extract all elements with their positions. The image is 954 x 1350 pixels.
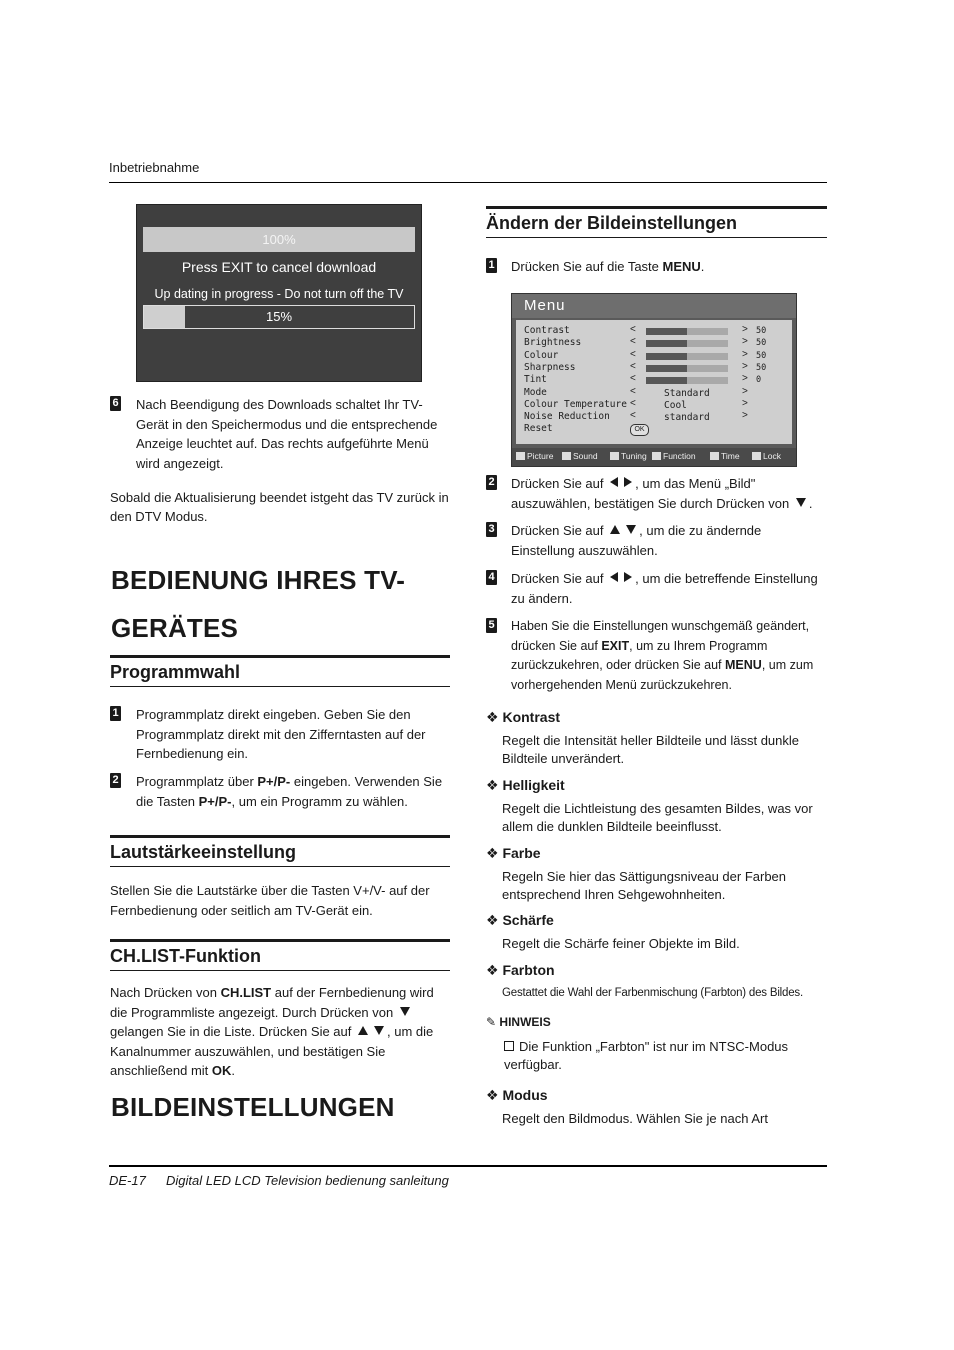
bold-key: P+/P- <box>198 793 232 809</box>
menu-ok-button: OK <box>630 424 649 436</box>
feature-name: Farbton <box>502 962 555 978</box>
step-number-2: 2 <box>110 773 121 788</box>
text-part: eingeben. Verwenden Sie die Tasten <box>136 774 443 809</box>
right-step-2-text <box>511 474 827 513</box>
feature-heading <box>486 962 555 979</box>
menu-row-label: Colour Temperature <box>524 398 627 410</box>
menu-slider <box>646 340 728 347</box>
feature-heading <box>486 912 554 929</box>
menu-slider <box>646 328 728 335</box>
menu-row-label: Brightness <box>524 337 582 349</box>
bold-key: EXIT <box>601 638 630 653</box>
step-number-1: 1 <box>110 706 121 721</box>
heading-lautstaerke-text: Lautstärkeeinstellung <box>110 842 297 862</box>
diamond-bullet-icon: ❖ <box>486 709 503 725</box>
right-step-1-text <box>511 257 704 277</box>
text-part: Nach Drücken von <box>110 985 221 1000</box>
text-part: auf der Fernbedienung wird die Programmliste angezeigt. Durch Drücken von <box>110 985 434 1020</box>
menu-footer-item <box>652 451 696 461</box>
menu-row-label: Contrast <box>524 325 570 336</box>
menu-slider-fill <box>646 353 687 360</box>
left-arrow-icon <box>610 572 618 582</box>
down-arrow-icon <box>626 525 636 534</box>
feature-description: Regelt die Schärfe feiner Objekte im Bild. <box>502 936 740 951</box>
text-part: Programmplatz über <box>136 774 258 789</box>
right-step-5-text <box>511 617 827 695</box>
heading-chlist-text: CH.LIST-Funktion <box>110 946 261 966</box>
heading-lautstaerke <box>110 835 450 867</box>
heading-programmwahl-text: Programmwahl <box>110 662 241 682</box>
programmwahl-step-2-text <box>136 772 452 811</box>
menu-left-arrow: < <box>630 360 636 372</box>
menu-left-arrow: < <box>630 348 636 360</box>
after-update-text: Sobald die Aktualisierung beendet istgeht das TV zurück in den DTV Modus. <box>110 490 449 524</box>
hinweis-label: HINWEIS <box>499 1015 551 1029</box>
lock-icon <box>752 452 761 460</box>
menu-right-arrow: > <box>742 324 748 335</box>
menu-option-value: Cool <box>664 399 687 411</box>
text-part: gelangen Sie in die Liste. Drücken Sie auf <box>110 1024 352 1039</box>
text-part: Drücken Sie auf die Taste <box>511 259 663 274</box>
text-part: , um zum vorhergehenden Menü zurückzukehren. <box>511 658 814 692</box>
menu-left-arrow: < <box>630 324 636 335</box>
text-part: Drücken Sie auf <box>511 523 604 538</box>
menu-row-value: 50 <box>756 338 767 349</box>
menu-right-arrow: > <box>742 385 748 397</box>
menu-footer-item <box>710 451 740 461</box>
update-status-text: Up dating in progress - Do not turn off the TV <box>154 287 404 301</box>
menu-row-label: Tint <box>524 374 547 386</box>
step-number-6: 6 <box>110 396 121 411</box>
footer-page-number: DE-17 <box>109 1173 146 1188</box>
menu-footer-item <box>610 451 647 461</box>
menu-screenshot <box>511 293 797 467</box>
bold-key: MENU <box>662 259 701 274</box>
menu-row-label: Colour <box>524 349 559 361</box>
menu-left-arrow: < <box>630 373 636 385</box>
down-arrow-icon <box>796 498 806 507</box>
menu-slider-fill <box>646 365 687 372</box>
menu-option-value: standard <box>664 412 710 424</box>
note-pencil-icon: ✎ <box>486 1015 497 1029</box>
menu-option-value: Standard <box>664 387 710 399</box>
feature-name: Helligkeit <box>502 777 565 793</box>
title-bedienung: BEDIENUNG IHRES TV-GERÄTES <box>111 565 406 643</box>
checkbox-bullet-icon <box>504 1041 514 1051</box>
menu-footer-label: Lock <box>763 451 781 461</box>
menu-slider <box>646 377 728 384</box>
menu-footer-label: Sound <box>573 451 598 461</box>
feature-description: Regeln Sie hier das Sättigungsniveau der Farben entsprechend Ihren Sehgewohnheiten. <box>502 869 787 902</box>
menu-right-arrow: > <box>742 360 748 372</box>
heading-bildeinstellungen-aendern <box>486 206 827 238</box>
down-arrow-icon <box>374 1026 384 1035</box>
menu-footer-label: Time <box>721 451 740 461</box>
menu-footer-label: Tuning <box>621 451 647 461</box>
feature-modus-heading <box>486 1087 548 1104</box>
menu-row-value: 50 <box>756 326 767 336</box>
text-part: , um zu Ihrem Programm zurückzukehren, oder drücken Sie auf <box>511 638 768 672</box>
text-part: Drücken Sie auf <box>511 476 604 491</box>
menu-slider-fill <box>646 377 687 384</box>
menu-footer <box>512 448 796 466</box>
header-section: Inbetriebnahme <box>109 160 200 175</box>
text-part: Haben Sie die Einstellungen wunschgemäß geändert, drücken Sie auf <box>511 619 810 653</box>
lautstaerke-text: Stellen Sie die Lautstärke über die Tasten V+/V- auf der Fernbedienung oder seitlich am TV-Gerät ein. <box>110 883 430 918</box>
feature-name: Schärfe <box>502 912 554 928</box>
menu-row-label: Mode <box>524 386 547 398</box>
menu-title: Menu <box>512 294 796 318</box>
menu-footer-item <box>562 451 598 461</box>
step-number-1: 1 <box>486 258 497 273</box>
text-part: Drücken Sie auf <box>511 571 604 586</box>
cancel-download-text: Press EXIT to cancel download <box>181 259 377 275</box>
hinweis-body: Die Funktion „Farbton" ist nur im NTSC-Modus verfügbar. <box>504 1039 789 1072</box>
feature-description: Regelt die Lichtleistung des gesamten Bildes, was vor allem die dunklen Bildteile beeinflusst. <box>502 801 813 834</box>
picture-icon <box>516 452 525 460</box>
title-bildeinstellungen: BILDEINSTELLUNGEN <box>111 1092 395 1122</box>
text-part: , um das Menü „Bild" auszuwählen, bestätigen Sie durch Drücken von <box>511 476 790 511</box>
diamond-bullet-icon: ❖ <box>486 845 503 861</box>
bold-key: CH.LIST <box>220 985 272 1000</box>
feature-name: Modus <box>502 1087 548 1103</box>
menu-row-value: 0 <box>756 375 762 386</box>
heading-programmwahl <box>110 655 450 687</box>
footer-title: Digital LED LCD Television bedienung sanleitung <box>166 1173 449 1188</box>
heading-chlist <box>110 939 450 971</box>
text-part: . <box>231 1063 236 1078</box>
update-screen-image <box>136 204 422 382</box>
feature-modus-text: Regelt den Bildmodus. Wählen Sie je nach Art <box>502 1111 768 1126</box>
menu-left-arrow: < <box>630 385 636 397</box>
right-arrow-icon <box>624 572 632 582</box>
menu-row-label: Sharpness <box>524 361 576 373</box>
bold-key: MENU <box>725 658 762 672</box>
menu-left-arrow: < <box>630 410 636 422</box>
diamond-bullet-icon: ❖ <box>486 1087 499 1103</box>
chlist-text <box>110 983 454 1081</box>
feature-description: Regelt die Intensität heller Bildteile und lässt dunkle Bildteile unverändert. <box>502 733 800 766</box>
menu-left-arrow: < <box>630 397 636 409</box>
text-part: , um die Kanalnummer auszuwählen, und bestätigen Sie anschließend mit <box>110 1024 434 1078</box>
step-number-5: 5 <box>486 618 497 633</box>
diamond-bullet-icon: ❖ <box>486 962 503 978</box>
left-arrow-icon <box>610 477 618 487</box>
step-6-text: Nach Beendigung des Downloads schaltet Ihr TV-Gerät in den Speichermodus und die entsprechende Anzeige leuchtet auf. Das rechts aufgeführte Menü wird angezeigt. <box>136 397 438 471</box>
header-rule <box>109 182 827 183</box>
bold-key: P+/P- <box>257 774 291 789</box>
progress-bar-full: 100% <box>143 227 415 252</box>
bold-key: OK <box>211 1063 232 1078</box>
step-number-3: 3 <box>486 522 497 537</box>
menu-slider <box>646 365 728 372</box>
feature-name: Kontrast <box>502 709 561 725</box>
menu-right-arrow: > <box>742 336 748 348</box>
menu-slider <box>646 353 728 360</box>
menu-right-arrow: > <box>742 348 748 360</box>
footer-rule <box>109 1165 827 1167</box>
text-part: , um ein Programm zu wählen. <box>231 793 408 809</box>
text-part: . <box>808 495 813 511</box>
menu-footer-item <box>516 451 553 461</box>
right-arrow-icon <box>624 477 632 487</box>
diamond-bullet-icon: ❖ <box>486 777 503 793</box>
menu-body <box>516 320 792 444</box>
menu-right-arrow: > <box>742 410 748 422</box>
down-arrow-icon <box>400 1007 410 1016</box>
tuning-icon <box>610 452 619 460</box>
feature-description: Gestattet die Wahl der Farbenmischung (Farbton) des Bildes. <box>502 987 803 999</box>
menu-footer-label: Function <box>663 451 696 461</box>
menu-right-arrow: > <box>742 373 748 385</box>
progress-bar-partial <box>143 305 415 329</box>
step-number-4: 4 <box>486 570 497 585</box>
hinweis-text <box>504 1038 826 1073</box>
menu-reset-label: Reset <box>524 423 553 435</box>
feature-heading <box>486 845 541 862</box>
text-part: , um die zu ändernde Einstellung auszuwählen. <box>511 523 762 558</box>
feature-heading <box>486 709 560 726</box>
diamond-bullet-icon: ❖ <box>486 912 503 928</box>
menu-slider-fill <box>646 340 687 347</box>
menu-row-label: Noise Reduction <box>524 411 610 423</box>
hinweis-heading <box>486 1015 551 1029</box>
menu-left-arrow: < <box>630 336 636 348</box>
menu-row-value: 50 <box>756 362 767 373</box>
text-part: , um die betreffende Einstellung zu ändern. <box>511 571 818 606</box>
text-part: . <box>700 259 705 274</box>
progress-percent: 15% <box>265 309 293 324</box>
function-icon <box>652 452 661 460</box>
sound-icon <box>562 452 571 460</box>
time-icon <box>710 452 719 460</box>
menu-footer-label: Picture <box>527 451 554 461</box>
right-step-3-text <box>511 521 827 560</box>
up-arrow-icon <box>610 525 620 534</box>
menu-row-value: 50 <box>756 350 767 361</box>
up-arrow-icon <box>358 1026 368 1035</box>
right-step-4-text <box>511 569 827 608</box>
heading-bildeinstellungen-text: Ändern der Bildeinstellungen <box>486 213 738 233</box>
step-number-2: 2 <box>486 475 497 490</box>
feature-name: Farbe <box>502 845 541 861</box>
menu-right-arrow: > <box>742 397 748 409</box>
feature-heading <box>486 777 565 794</box>
menu-footer-item <box>752 451 781 461</box>
menu-slider-fill <box>646 328 687 335</box>
programmwahl-step-1-text: Programmplatz direkt eingeben. Geben Sie den Programmplatz direkt mit den Zifferntasten auf der Fernbedienung ein. <box>136 707 426 761</box>
